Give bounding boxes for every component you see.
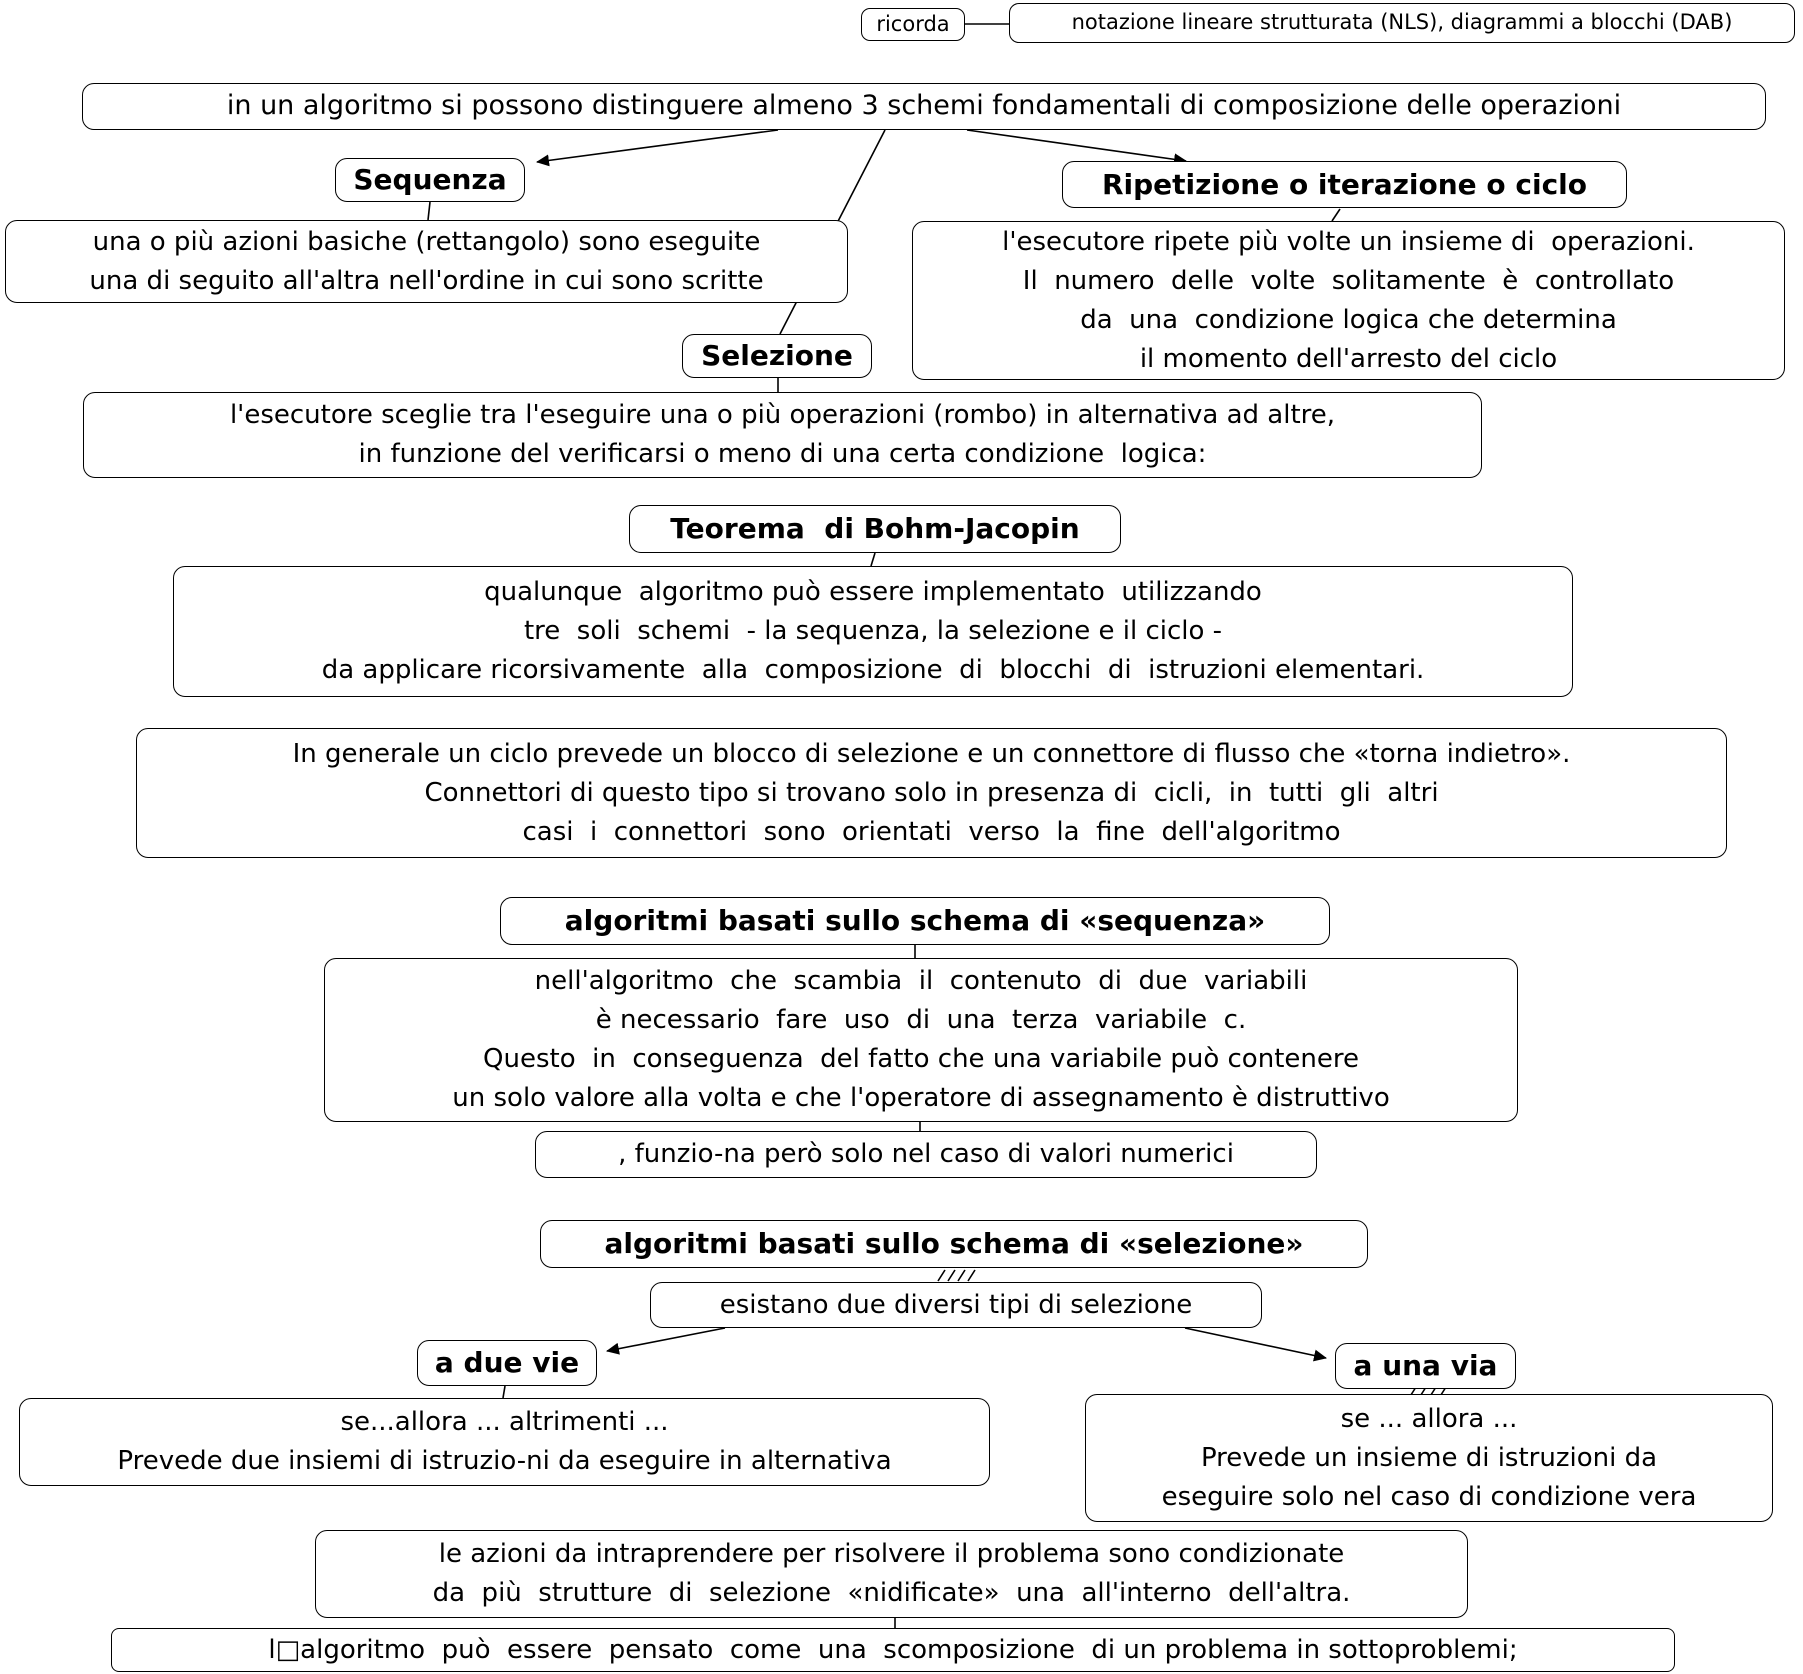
node-funziona (535, 1131, 1317, 1178)
aunavia-label-text: a una via (1353, 1349, 1498, 1382)
node-teorema-desc: qualunque algoritmo può essere implementato utilizzando tre soli schemi - la sequenza, la selezione e il ciclo - da applicare ricorsivamente alla composizione di blocchi di istruzioni elementari. (173, 566, 1573, 697)
connector-ripetizione-desc (1332, 209, 1340, 221)
node-aduevie-desc: se...allora ... altrimenti ... Prevede due insiemi di istruzio-ni da eseguire in alternativa (19, 1398, 990, 1486)
ricorda-text: ricorda (876, 11, 950, 36)
node-sequenza-label (335, 158, 525, 202)
aduevie-label-text: a due vie (434, 1346, 580, 1379)
connector-main-ripetizione (967, 130, 1186, 161)
bottom-statement-text: l□algoritmo può essere pensato come una scomposizione di un problema in sottoproblemi; (268, 1634, 1518, 1665)
ripetizione-label-text: Ripetizione o iterazione o ciclo (1101, 167, 1588, 201)
node-main-statement (82, 83, 1766, 130)
connector-main-sequenza (537, 130, 778, 162)
node-aunavia-desc: se ... allora ... Prevede un insieme di istruzioni da eseguire solo nel caso di condizione vera (1085, 1394, 1773, 1522)
teorema-label-text: Teorema di Bohm-Jacopin (670, 512, 1080, 545)
connector-sequenza-desc (428, 202, 430, 220)
node-nidificate: le azioni da intraprendere per risolvere il problema sono condizionate da più strutture di selezione «nidificate» una all'interno dell'altra. (315, 1530, 1468, 1618)
main-statement-text: in un algoritmo si possono distinguere almeno 3 schemi fondamentali di composizione delle operazioni (226, 90, 1622, 122)
connector-aduevie-desc (503, 1386, 505, 1398)
connector-teorema-desc (871, 553, 875, 566)
node-algoseq-desc: nell'algoritmo che scambia il contenuto di due variabili è necessario fare uso di una terza variabile c. Questo in conseguenza del fatto che una variabile può contenere un solo valore alla volta e che l'operatore di assegnamento è distruttivo (324, 958, 1518, 1122)
node-aduevie-label (417, 1340, 597, 1386)
node-selezione-label (682, 334, 872, 378)
algoseq-label-text: algoritmi basati sullo schema di «sequenza» (564, 904, 1266, 937)
connector-esistano-aduevie (607, 1328, 725, 1351)
funziona-text: , funzio-na però solo nel caso di valori numerici (618, 1139, 1234, 1169)
node-ripetizione-label (1062, 161, 1627, 208)
node-bottom-statement (111, 1628, 1675, 1672)
algosel-label-text: algoritmi basati sullo schema di «selezione» (604, 1227, 1304, 1260)
node-sequenza-desc: una o più azioni basiche (rettangolo) sono eseguite una di seguito all'altra nell'ordine in cui sono scritte (5, 220, 848, 303)
node-teorema-label (629, 505, 1121, 553)
node-selezione-desc: l'esecutore sceglie tra l'eseguire una o più operazioni (rombo) in alternativa ad altre, in funzione del verificarsi o meno di una certa condizione logica: (83, 392, 1482, 478)
node-notazione (1009, 3, 1795, 43)
node-algoseq-label (500, 897, 1330, 945)
sequenza-label-text: Sequenza (353, 163, 507, 196)
node-ripetizione-desc: l'esecutore ripete più volte un insieme di operazioni. Il numero delle volte solitamente è controllato da una condizione logica che determina il momento dell'arresto del ciclo (912, 221, 1785, 380)
selezione-label-text: Selezione (701, 339, 853, 372)
node-algosel-label (540, 1220, 1368, 1268)
squiggle-algosel-esistano (938, 1270, 975, 1281)
node-aunavia-label (1335, 1343, 1516, 1389)
notazione-text: notazione lineare strutturata (NLS), diagrammi a blocchi (DAB) (1071, 10, 1733, 35)
esistano-text: esistano due diversi tipi di selezione (719, 1289, 1193, 1320)
connector-esistano-aunavia (1185, 1328, 1326, 1358)
node-ciclo-note: In generale un ciclo prevede un blocco di selezione e un connettore di flusso che «torna indietro». Connettori di questo tipo si trovano solo in presenza di cicli, in tutti gli altri casi i connettori sono orientati verso la fine dell'algoritmo (136, 728, 1727, 858)
node-ricorda (861, 8, 965, 41)
node-esistano (650, 1282, 1262, 1328)
